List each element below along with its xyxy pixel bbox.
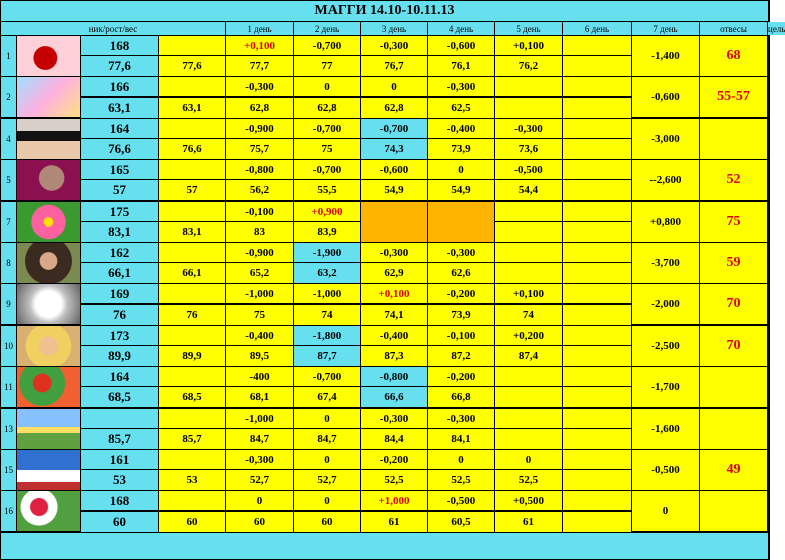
row-number: 1 (1, 36, 16, 76)
row-number: 2 (1, 77, 16, 117)
day6-weight: 61 (495, 512, 562, 532)
goal-weight: 75 (700, 202, 767, 242)
member-height: 165 (81, 160, 158, 179)
day2-delta: +0,100 (226, 36, 293, 55)
day4-weight: 87,3 (361, 346, 427, 366)
day5-delta: -0,300 (428, 77, 494, 96)
day1-blank (159, 491, 225, 510)
day3-delta: -1,900 (294, 243, 360, 262)
day7-delta (563, 491, 631, 510)
member-weight: 85,7 (81, 429, 158, 449)
day6-delta: 0 (495, 450, 562, 469)
day6-delta: -0,500 (495, 160, 562, 179)
header-col-6: 6 день (563, 22, 631, 35)
day3-weight: 75 (294, 139, 360, 159)
day2-delta: -0,100 (226, 202, 293, 221)
day3-delta: 0 (294, 77, 360, 96)
member-height: 166 (81, 77, 158, 96)
day3-weight: 55,5 (294, 180, 360, 200)
day7-weight (563, 305, 631, 325)
blonde-avatar (17, 326, 80, 366)
day1-weight: 66,1 (159, 263, 225, 283)
day7-delta (563, 326, 631, 345)
day4-delta: +1,000 (361, 491, 427, 510)
day5-weight: 87,2 (428, 346, 494, 366)
day5-weight: 84,1 (428, 429, 494, 449)
day4-weight: 66,6 (361, 387, 427, 407)
day5-delta: 0 (428, 160, 494, 179)
day2-weight: 75,7 (226, 139, 293, 159)
day3-delta: -0,700 (294, 367, 360, 386)
day7-weight (563, 180, 631, 200)
goal-weight: 49 (700, 450, 767, 490)
day6-weight: 76,2 (495, 56, 562, 76)
total-loss: -3,700 (632, 243, 699, 283)
member-weight: 66,1 (81, 263, 158, 283)
row-number: 9 (1, 284, 16, 324)
day2-weight: 62,8 (226, 98, 293, 118)
goal-weight: 59 (700, 243, 767, 283)
row-number: 8 (1, 243, 16, 283)
goal-weight: 70 (700, 284, 767, 324)
day6-delta: -0,300 (495, 119, 562, 138)
total-loss: -0,500 (632, 450, 699, 490)
day5-weight: 66,8 (428, 387, 494, 407)
day7-delta (563, 409, 631, 428)
member-weight: 57 (81, 180, 158, 200)
day5-weight: 62,6 (428, 263, 494, 283)
row-number: 5 (1, 160, 16, 200)
day2-delta: -0,800 (226, 160, 293, 179)
day6-weight: 73,6 (495, 139, 562, 159)
day2-delta: -0,300 (226, 450, 293, 469)
day2-weight: 56,2 (226, 180, 293, 200)
day1-weight: 89,9 (159, 346, 225, 366)
day2-weight: 77,7 (226, 56, 293, 76)
header-col-8: отвесы (700, 22, 767, 35)
day5-delta: -0,600 (428, 36, 494, 55)
member-weight: 53 (81, 470, 158, 490)
day3-delta: +0,900 (294, 202, 360, 221)
fairy-avatar (17, 77, 80, 117)
day5-weight: 52,5 (428, 470, 494, 490)
header-col-4: 4 день (428, 22, 494, 35)
day7-weight (563, 263, 631, 283)
day7-weight (563, 222, 631, 242)
day6-weight (495, 222, 562, 242)
day3-weight: 84,7 (294, 429, 360, 449)
day5-weight: 73,9 (428, 305, 494, 325)
snow-avatar (17, 450, 80, 490)
day4-weight: 62,9 (361, 263, 427, 283)
goal-weight: 68 (700, 36, 767, 76)
day6-delta (495, 243, 562, 262)
member-height: 173 (81, 326, 158, 345)
cherry-avatar (17, 36, 80, 76)
blurred-avatar (17, 284, 80, 324)
day7-delta (563, 119, 631, 138)
day6-weight: 52,5 (495, 470, 562, 490)
member-height: 175 (81, 202, 158, 221)
day3-weight: 67,4 (294, 387, 360, 407)
day1-weight: 76,6 (159, 139, 225, 159)
day4-delta: -0,400 (361, 326, 427, 345)
day5-delta: -0,100 (428, 326, 494, 345)
member-weight: 76,6 (81, 139, 158, 159)
day5-weight: 73,9 (428, 139, 494, 159)
goal-weight (700, 491, 767, 531)
day1-weight: 76 (159, 305, 225, 325)
day6-weight (495, 98, 562, 118)
day5-delta: -0,500 (428, 491, 494, 510)
total-loss: -1,600 (632, 409, 699, 449)
day1-blank (159, 367, 225, 386)
header-col-7: 7 день (632, 22, 699, 35)
day5-weight: 54,9 (428, 180, 494, 200)
day4-delta: -0,300 (361, 243, 427, 262)
footer-row (1, 533, 768, 559)
total-loss: --2,600 (632, 160, 699, 200)
day2-weight: 65,2 (226, 263, 293, 283)
day3-weight: 87,7 (294, 346, 360, 366)
row-number: 11 (1, 367, 16, 407)
day1-weight: 63,1 (159, 98, 225, 118)
day6-delta (495, 77, 562, 96)
member-height: 161 (81, 450, 158, 469)
day1-blank (159, 409, 225, 428)
day3-delta: -0,700 (294, 119, 360, 138)
day4-weight: 61 (361, 512, 427, 532)
member-weight: 83,1 (81, 222, 158, 242)
day6-weight: 54,4 (495, 180, 562, 200)
total-loss: -1,700 (632, 367, 699, 407)
day6-delta: +0,200 (495, 326, 562, 345)
row-number: 16 (1, 491, 16, 531)
day3-weight: 77 (294, 56, 360, 76)
day3-weight: 52,7 (294, 470, 360, 490)
day3-delta: 0 (294, 450, 360, 469)
row-number: 15 (1, 450, 16, 490)
day5-delta: -0,400 (428, 119, 494, 138)
day6-weight (495, 263, 562, 283)
day4-weight: 62,8 (361, 98, 427, 118)
day7-weight (563, 56, 631, 76)
row-number: 7 (1, 202, 16, 242)
day2-weight: 52,7 (226, 470, 293, 490)
day4-weight: 84,4 (361, 429, 427, 449)
day7-delta (563, 450, 631, 469)
day7-weight (563, 98, 631, 118)
day4-weight: 76,7 (361, 56, 427, 76)
member-height: 164 (81, 119, 158, 138)
sheet-title: МАГГИ 14.10-10.11.13 (1, 1, 768, 21)
flowers-avatar (17, 367, 80, 407)
day6-delta (495, 367, 562, 386)
member-weight: 76 (81, 305, 158, 325)
row-number: 4 (1, 119, 16, 159)
day3-weight: 62,8 (294, 98, 360, 118)
day4-weight: 74,1 (361, 305, 427, 325)
day7-delta (563, 77, 631, 96)
row-number: 13 (1, 409, 16, 449)
goal-weight: 52 (700, 160, 767, 200)
day2-weight: 75 (226, 305, 293, 325)
day4-delta: -0,600 (361, 160, 427, 179)
day6-delta (495, 202, 562, 221)
day6-delta: +0,100 (495, 284, 562, 303)
day7-weight (563, 346, 631, 366)
day5-delta: -0,300 (428, 409, 494, 428)
family-avatar (17, 409, 80, 449)
day2-delta: -0,400 (226, 326, 293, 345)
goal-weight: 55-57 (700, 77, 767, 117)
day6-delta (495, 409, 562, 428)
day6-weight: 87,4 (495, 346, 562, 366)
day4-delta: 0 (361, 77, 427, 96)
total-loss: -2,000 (632, 284, 699, 324)
day4-weight: 54,9 (361, 180, 427, 200)
day1-weight: 77,6 (159, 56, 225, 76)
day3-weight: 74 (294, 305, 360, 325)
day1-blank (159, 243, 225, 262)
day1-blank (159, 450, 225, 469)
day4-delta: -0,300 (361, 36, 427, 55)
day4-delta: -0,200 (361, 450, 427, 469)
day7-delta (563, 367, 631, 386)
goal-weight: 70 (700, 326, 767, 366)
day2-delta: -0,900 (226, 243, 293, 262)
member-height: 168 (81, 491, 158, 510)
goal-weight (700, 409, 767, 449)
day7-weight (563, 470, 631, 490)
day3-delta: 0 (294, 491, 360, 510)
day6-weight (495, 429, 562, 449)
day1-blank (159, 284, 225, 303)
header-profile: ник/рост/вес (1, 22, 225, 35)
day1-weight: 83,1 (159, 222, 225, 242)
day7-delta (563, 284, 631, 303)
day2-weight: 68,1 (226, 387, 293, 407)
day5-delta: -0,200 (428, 367, 494, 386)
day1-weight: 85,7 (159, 429, 225, 449)
day1-weight: 60 (159, 512, 225, 532)
header-col-5: 5 день (495, 22, 562, 35)
total-loss: -2,500 (632, 326, 699, 366)
day6-delta: +0,500 (495, 491, 562, 510)
day3-weight: 60 (294, 512, 360, 532)
day4-weight (361, 222, 427, 242)
total-loss: -3,000 (632, 119, 699, 159)
member-weight: 60 (81, 512, 158, 532)
sunglasses-avatar (17, 119, 80, 159)
member-height: 164 (81, 367, 158, 386)
portrait-avatar (17, 160, 80, 200)
day5-delta: -0,300 (428, 243, 494, 262)
member-height: 162 (81, 243, 158, 262)
day5-weight: 76,1 (428, 56, 494, 76)
girl-avatar (17, 243, 80, 283)
day2-weight: 89,5 (226, 346, 293, 366)
day2-delta: -1,000 (226, 409, 293, 428)
day2-weight: 83 (226, 222, 293, 242)
goal-weight (700, 367, 767, 407)
member-weight: 77,6 (81, 56, 158, 76)
member-height: 169 (81, 284, 158, 303)
day7-delta (563, 160, 631, 179)
day2-delta: -400 (226, 367, 293, 386)
member-height (81, 409, 158, 428)
total-loss: +0,800 (632, 202, 699, 242)
member-weight: 63,1 (81, 98, 158, 118)
day5-weight: 62,5 (428, 98, 494, 118)
day5-delta: 0 (428, 450, 494, 469)
day3-delta: -1,800 (294, 326, 360, 345)
day3-delta: -0,700 (294, 36, 360, 55)
day6-weight: 74 (495, 305, 562, 325)
day7-weight (563, 429, 631, 449)
day7-weight (563, 512, 631, 532)
header-col-9: цель (768, 23, 785, 34)
day3-weight: 83,9 (294, 222, 360, 242)
day1-weight: 68,5 (159, 387, 225, 407)
day4-weight: 52,5 (361, 470, 427, 490)
member-weight: 68,5 (81, 387, 158, 407)
lotus-avatar (17, 202, 80, 242)
header-col-2: 2 день (294, 22, 360, 35)
day2-weight: 84,7 (226, 429, 293, 449)
header-col-3: 3 день (361, 22, 427, 35)
day4-delta: -0,300 (361, 409, 427, 428)
day1-blank (159, 326, 225, 345)
total-loss: -1,400 (632, 36, 699, 76)
day3-delta: -1,000 (294, 284, 360, 303)
day6-weight (495, 387, 562, 407)
day4-delta: +0,100 (361, 284, 427, 303)
day7-weight (563, 387, 631, 407)
day1-blank (159, 202, 225, 221)
day4-weight: 74,3 (361, 139, 427, 159)
day5-weight: 60,5 (428, 512, 494, 532)
day7-delta (563, 202, 631, 221)
day5-delta: -0,200 (428, 284, 494, 303)
total-loss: 0 (632, 491, 699, 531)
day1-blank (159, 36, 225, 55)
total-loss: -0,600 (632, 77, 699, 117)
day7-weight (563, 139, 631, 159)
day6-delta: +0,100 (495, 36, 562, 55)
row-number: 10 (1, 326, 16, 366)
roses-avatar (17, 491, 80, 531)
day1-blank (159, 119, 225, 138)
day1-blank (159, 160, 225, 179)
day2-delta: -1,000 (226, 284, 293, 303)
day1-blank (159, 77, 225, 96)
member-height: 168 (81, 36, 158, 55)
day3-weight: 63,2 (294, 263, 360, 283)
day2-delta: -0,300 (226, 77, 293, 96)
day2-delta: 0 (226, 491, 293, 510)
header-col-1: 1 день (226, 22, 293, 35)
day2-weight: 60 (226, 512, 293, 532)
day1-weight: 53 (159, 470, 225, 490)
day7-delta (563, 243, 631, 262)
day5-weight (428, 222, 494, 242)
day3-delta: -0,700 (294, 160, 360, 179)
day3-delta: 0 (294, 409, 360, 428)
day4-delta: -0,700 (361, 119, 427, 138)
day1-weight: 57 (159, 180, 225, 200)
member-weight: 89,9 (81, 346, 158, 366)
goal-weight (700, 119, 767, 159)
day7-delta (563, 36, 631, 55)
day4-delta: -0,800 (361, 367, 427, 386)
day2-delta: -0,900 (226, 119, 293, 138)
